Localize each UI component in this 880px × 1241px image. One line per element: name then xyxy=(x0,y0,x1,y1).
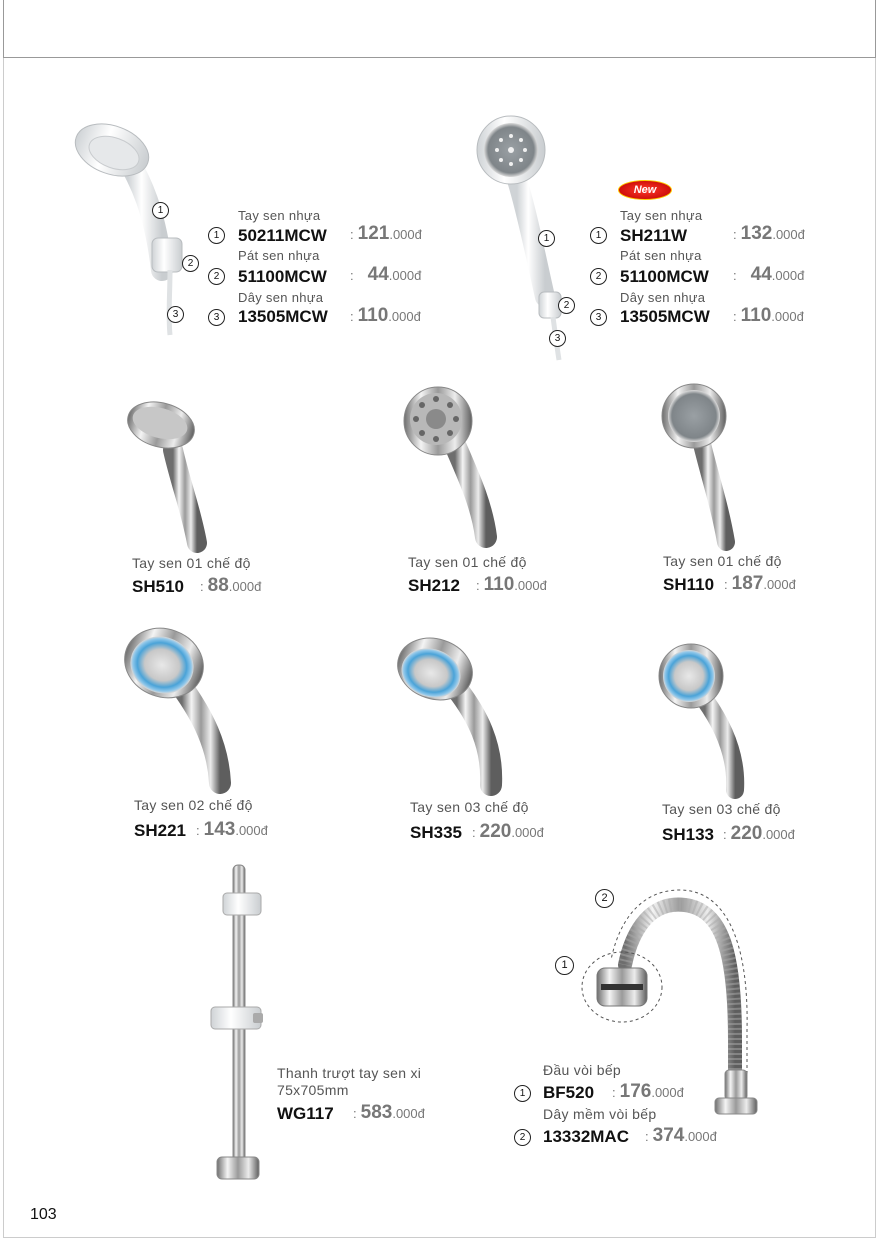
set1-item3-price: : 110.000đ xyxy=(350,305,421,326)
sh510-label: Tay sen 01 chế độ xyxy=(132,555,251,571)
set1-item1-code: 50211MCW xyxy=(238,226,327,245)
set2-item1-index: 1 xyxy=(590,227,607,244)
sh510-price: : 88.000đ xyxy=(200,575,262,596)
bf520-price: : 176.000đ xyxy=(612,1081,684,1102)
hand-shower-sh335-image xyxy=(395,635,510,790)
set2-item2-index: 2 xyxy=(590,268,607,285)
sh110-code: SH110 xyxy=(663,575,715,594)
header-band xyxy=(3,0,876,58)
hose-label: Dây mềm vòi bếp xyxy=(543,1106,657,1122)
sh221-price: : 143.000đ xyxy=(196,819,268,840)
kitchen-callout-2: 2 xyxy=(595,889,614,908)
callout-1: 1 xyxy=(538,230,555,247)
set1-item1-label: Tay sen nhựa xyxy=(238,208,321,223)
sh335-price: : 220.000đ xyxy=(472,821,544,842)
set2-item1-price: : 132.000đ xyxy=(733,223,805,244)
hose-code: 13332MAC xyxy=(543,1127,629,1146)
set2-item2-code: 51100MCW xyxy=(620,267,709,286)
hand-shower-sh510-image xyxy=(125,395,215,550)
set1-item2-price: : 44.000đ xyxy=(350,264,422,285)
set2-item2-price: : 44.000đ xyxy=(733,264,805,285)
wg117-label-line2: 75x705mm xyxy=(277,1082,349,1098)
wg117-price: : 583.000đ xyxy=(353,1102,425,1123)
kitchen-callout-1: 1 xyxy=(555,956,574,975)
set1-item3-code: 13505MCW xyxy=(238,307,328,326)
set1-item1-index: 1 xyxy=(208,227,225,244)
hand-shower-sh212-image xyxy=(400,385,510,545)
hand-shower-sh133-image xyxy=(655,640,755,795)
callout-3: 3 xyxy=(167,306,184,323)
set2-item1-label: Tay sen nhựa xyxy=(620,208,703,223)
hose-price: : 374.000đ xyxy=(645,1125,717,1146)
hand-shower-sh221-image xyxy=(122,625,237,790)
set2-item2-label: Pát sen nhựa xyxy=(620,248,702,263)
sh133-label: Tay sen 03 chế độ xyxy=(662,801,781,817)
callout-3: 3 xyxy=(549,330,566,347)
callout-1: 1 xyxy=(152,202,169,219)
set2-item3-index: 3 xyxy=(590,309,607,326)
wg117-code: WG117 xyxy=(277,1104,334,1123)
hand-shower-sh110-image xyxy=(660,382,745,547)
sh110-label: Tay sen 01 chế độ xyxy=(663,553,782,569)
callout-2: 2 xyxy=(558,297,575,314)
wg117-label-line1: Thanh trượt tay sen xi xyxy=(277,1065,422,1081)
sh335-label: Tay sen 03 chế độ xyxy=(410,799,529,815)
page-number: 103 xyxy=(30,1206,57,1223)
sh110-price: : 187.000đ xyxy=(724,573,796,594)
sh212-price: : 110.000đ xyxy=(476,574,547,595)
sh133-price: : 220.000đ xyxy=(723,823,795,844)
set1-item2-label: Pát sen nhựa xyxy=(238,248,320,263)
set2-item3-price: : 110.000đ xyxy=(733,305,804,326)
set1-item2-code: 51100MCW xyxy=(238,267,327,286)
sh335-code: SH335 xyxy=(410,823,462,842)
sh212-label: Tay sen 01 chế độ xyxy=(408,554,527,570)
white-shower-set-image-2 xyxy=(475,112,585,362)
new-badge: New xyxy=(618,180,672,200)
sh133-code: SH133 xyxy=(662,825,714,844)
callout-2: 2 xyxy=(182,255,199,272)
set1-item2-index: 2 xyxy=(208,268,225,285)
set2-item3-label: Dây sen nhựa xyxy=(620,290,706,305)
sh221-code: SH221 xyxy=(134,821,186,840)
sh510-code: SH510 xyxy=(132,577,184,596)
slide-bar-wg117-image xyxy=(205,865,275,1185)
bf520-code: BF520 xyxy=(543,1083,595,1102)
sh221-label: Tay sen 02 chế độ xyxy=(134,797,253,813)
set1-item3-index: 3 xyxy=(208,309,225,326)
hose-index: 2 xyxy=(514,1129,531,1146)
set2-item1-code: SH211W xyxy=(620,226,688,245)
bf520-label: Đầu vòi bếp xyxy=(543,1062,622,1078)
set1-item1-price: : 121.000đ xyxy=(350,223,422,244)
set2-item3-code: 13505MCW xyxy=(620,307,710,326)
set1-item3-label: Dây sen nhựa xyxy=(238,290,324,305)
sh212-code: SH212 xyxy=(408,576,460,595)
bf520-index: 1 xyxy=(514,1085,531,1102)
